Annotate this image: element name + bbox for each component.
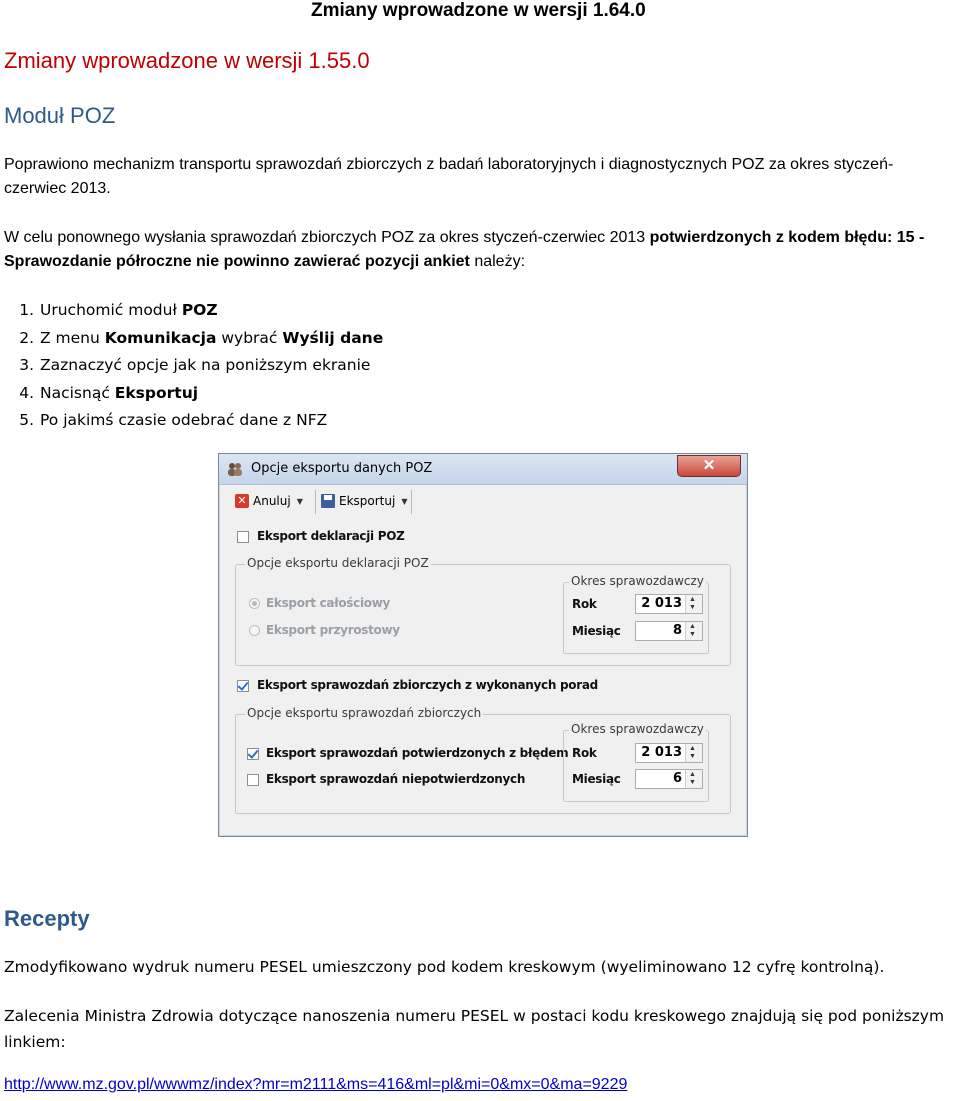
radio-incremental-label: Eksport przyrostowy bbox=[266, 623, 400, 637]
period-group bbox=[563, 582, 709, 654]
list-item: 3. Zaznaczyć opcje jak na poniższym ekranie bbox=[19, 356, 371, 374]
list-item: 1. Uruchomić moduł POZ bbox=[19, 301, 218, 319]
users-icon bbox=[227, 461, 243, 477]
export-options-dialog bbox=[218, 453, 748, 837]
spinner-arrows-icon: ▲ ▼ bbox=[685, 744, 702, 762]
unconfirmed-label: Eksport sprawozdań niepotwierdzonych bbox=[266, 772, 526, 786]
module-heading: Moduł POZ bbox=[4, 103, 116, 128]
dialog-title: Opcje eksportu danych POZ bbox=[251, 461, 433, 476]
summary-period-group bbox=[563, 730, 709, 802]
list-item: 2. Z menu Komunikacja wybrać Wyślij dane bbox=[19, 328, 384, 347]
version-heading: Zmiany wprowadzone w wersji 1.55.0 bbox=[4, 48, 370, 73]
unconfirmed-checkbox[interactable] bbox=[247, 774, 259, 786]
summary-group-title: Opcje eksportu sprawozdań zbiorczych bbox=[247, 706, 482, 720]
decl-export-checkbox[interactable] bbox=[237, 531, 249, 543]
summary-month-stepper[interactable]: 6 ▲ ▼ bbox=[635, 769, 703, 789]
steps-list bbox=[4, 298, 383, 436]
dialog-toolbar bbox=[225, 486, 741, 518]
paragraph-fix: Poprawiono mechanizm transportu sprawozdań zbiorczych z badań laboratoryjnych i diagnostycznych POZ za okres styczeń-czerwiec 2013. bbox=[4, 156, 894, 197]
decl-month-stepper[interactable]: 8 ▲ ▼ bbox=[635, 621, 703, 641]
summary-year-label: Rok bbox=[572, 746, 597, 760]
radio-full-label: Eksport całościowy bbox=[266, 596, 391, 610]
confirmed-errors-label: Eksport sprawozdań potwierdzonych z błędem bbox=[266, 746, 569, 760]
instructions-text: W celu ponownego wysłania sprawozdań zbiorczych POZ za okres styczeń-czerwiec 2013 bbox=[4, 229, 650, 246]
chevron-down-icon: ▼ bbox=[401, 496, 408, 506]
list-item: 5. Po jakimś czasie odebrać dane z NFZ bbox=[19, 411, 328, 429]
recepty-heading: Recepty bbox=[4, 906, 90, 931]
summary-export-checkbox[interactable] bbox=[237, 680, 249, 692]
chevron-down-icon: ▼ bbox=[296, 496, 303, 506]
spinner-arrows-icon: ▲ ▼ bbox=[685, 595, 702, 613]
month-label: Miesiąc bbox=[572, 624, 621, 638]
paragraph-instructions bbox=[4, 226, 954, 274]
radio-incremental-export[interactable] bbox=[249, 625, 260, 636]
decl-export-label: Eksport deklaracji POZ bbox=[257, 529, 405, 543]
summary-export-label: Eksport sprawozdań zbiorczych z wykonanych porad bbox=[257, 678, 598, 692]
error-code-text: potwierdzonych z kodem błędu: 15 - Sprawozdanie półroczne nie powinno zawierać pozycji ankiet bbox=[4, 229, 925, 270]
decl-group-title: Opcje eksportu deklaracji POZ bbox=[247, 556, 429, 570]
radio-full-export[interactable] bbox=[249, 598, 260, 609]
year-label: Rok bbox=[572, 597, 597, 611]
summary-period-title: Okres sprawozdawczy bbox=[571, 722, 704, 736]
close-button[interactable]: ✕ bbox=[677, 455, 741, 477]
dialog-titlebar bbox=[219, 454, 747, 485]
summary-year-stepper[interactable]: 2 013 ▲ ▼ bbox=[635, 743, 703, 763]
running-header: Zmiany wprowadzone w wersji 1.64.0 bbox=[311, 0, 646, 21]
toolbar-divider bbox=[411, 490, 412, 514]
spinner-arrows-icon: ▲ ▼ bbox=[685, 622, 702, 640]
paragraph-pesel: Zmodyfikowano wydruk numeru PESEL umieszczony pod kodem kreskowym (wyeliminowano 12 cyfrę kontrolną). bbox=[4, 958, 885, 976]
instructions-end: należy: bbox=[469, 253, 526, 270]
spinner-arrows-icon: ▲ ▼ bbox=[685, 770, 702, 788]
summary-month-label: Miesiąc bbox=[572, 772, 621, 786]
list-item: 4. Nacisnąć Eksportuj bbox=[19, 383, 199, 402]
save-icon bbox=[321, 494, 335, 508]
confirmed-errors-checkbox[interactable] bbox=[247, 748, 259, 760]
toolbar-divider bbox=[315, 490, 316, 514]
period-group-title: Okres sprawozdawczy bbox=[571, 574, 704, 588]
cancel-icon: ✕ bbox=[235, 494, 249, 508]
decl-year-stepper[interactable]: 2 013 ▲ ▼ bbox=[635, 594, 703, 614]
paragraph-recommendations: Zalecenia Ministra Zdrowia dotyczące nanoszenia numeru PESEL w postaci kodu kreskowego znajdują się pod poniższym linkiem: bbox=[4, 1007, 945, 1051]
cancel-button[interactable]: ✕ Anuluj ▼ bbox=[235, 488, 303, 514]
mz-link[interactable]: http://www.mz.gov.pl/wwwmz/index?mr=m2111&ms=416&ml=pl&mi=0&mx=0&ma=9229 bbox=[4, 1076, 628, 1093]
export-button[interactable]: Eksportuj ▼ bbox=[321, 488, 407, 514]
